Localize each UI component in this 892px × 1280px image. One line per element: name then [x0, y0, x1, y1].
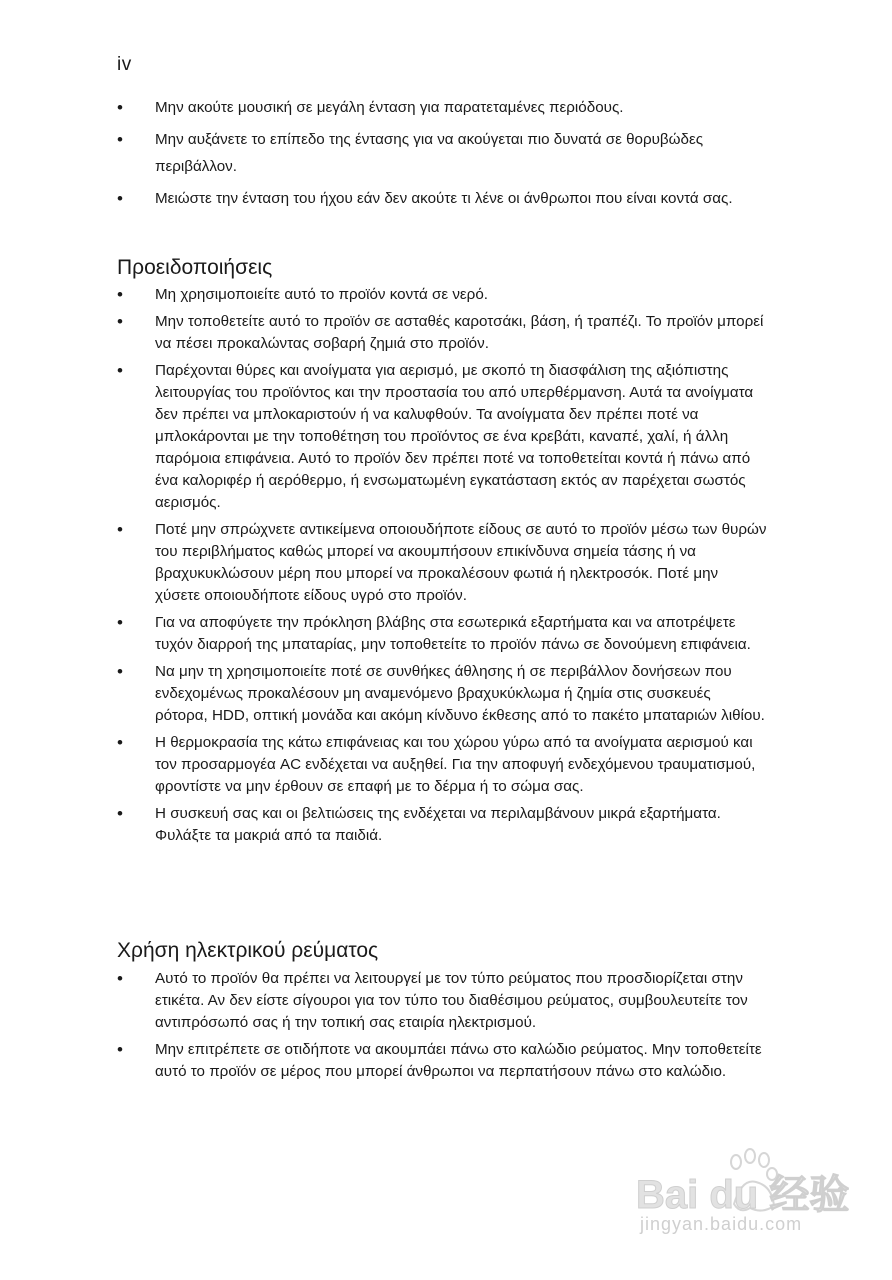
- list-item: • Μην επιτρέπετε σε οτιδήποτε να ακουμπάει πάνω στο καλώδιο ρεύματος. Μην τοποθετείτε αυτό το προϊόν σε μέρος που μπορεί άνθρωποι να περπατήσουν πάνω στο καλώδιο.: [117, 1039, 767, 1083]
- list-item: • Αυτό το προϊόν θα πρέπει να λειτουργεί με τον τύπο ρεύματος που προσδιορίζεται στην ετικέτα. Αν δεν είστε σίγουροι για τον τύπο του διαθέσιμου ρεύματος, συμβουλευτείτε τον αντιπρόσωπό σας ή την τοπική σας εταιρία ηλεκτρισμού.: [117, 968, 767, 1034]
- watermark-url: jingyan.baidu.com: [640, 1214, 803, 1234]
- list-item: • Η συσκευή σας και οι βελτιώσεις της ενδέχεται να περιλαμβάνουν μικρά εξαρτήματα. Φυλάξτε τα μακριά από τα παιδιά.: [117, 803, 767, 847]
- listening-list: [117, 94, 767, 217]
- list-item: • Να μην τη χρησιμοποιείτε ποτέ σε συνθήκες άθλησης ή σε περιβάλλον δονήσεων που ενδεχομένως προκαλέσουν μη αναμενόμενο βραχυκύκλωμα ή ζημία στις συσκευές ρότορα, HDD, οπτική μονάδα και ακόμη κίνδυνο έκθεσης από το πακέτο μπαταριών λιθίου.: [117, 661, 767, 727]
- warnings-heading: Προειδοποιήσεις: [117, 256, 273, 279]
- list-item: • Ποτέ μην σπρώχνετε αντικείμενα οποιουδήποτε είδους σε αυτό το προϊόν μέσω των θυρών του περιβλήματος καθώς μπορεί να ακουμπήσουν επικίνδυνα σημεία τάσης ή να βραχυκυκλώσουν μέρη που μπορεί να προκαλέσουν φωτιά ή ηλεκτροσόκ. Ποτέ μην χύσετε οποιουδήποτε είδους υγρό στο προϊόν.: [117, 519, 767, 607]
- list-item: • Η θερμοκρασία της κάτω επιφάνειας και του χώρου γύρω από τα ανοίγματα αερισμού και τον προσαρμογέα AC ενδέχεται να αυξηθεί. Για την αποφυγή ενδεχόμενου τραυματισμού, φροντίστε να μην έρθουν σε επαφή με το δέρμα ή το σώμα σας.: [117, 732, 767, 798]
- list-item: • Παρέχονται θύρες και ανοίγματα για αερισμό, με σκοπό τη διασφάλιση της αξιόπιστης λειτουργίας του προϊόντος και την προστασία του από υπερθέρμανση. Αυτά τα ανοίγματα δεν πρέπει να μπλοκαριστούν ή να καλυφθούν. Τα ανοίγματα δεν πρέπει ποτέ να μπλοκάρονται με την τοποθέτηση του προϊόντος σε ένα κρεβάτι, καναπέ, χαλί, ή άλλη παρόμοια επιφάνεια. Αυτό το προϊόν δεν πρέπει ποτέ να τοποθετείται κοντά ή πάνω από ένα καλοριφέρ ή αερόθερμο, ή ενσωματωμένη εγκατάσταση εκτός αν παρέχεται σωστός αερισμός.: [117, 360, 767, 514]
- page-number: iv: [117, 54, 132, 75]
- power-list: [117, 968, 767, 1088]
- watermark-brand: Bai du 经验: [636, 1173, 850, 1217]
- list-item: • Μην αυξάνετε το επίπεδο της έντασης για να ακούγεται πιο δυνατά σε θορυβώδες περιβάλλον.: [117, 126, 767, 180]
- list-item: • Μειώστε την ένταση του ήχου εάν δεν ακούτε τι λένε οι άνθρωποι που είναι κοντά σας.: [117, 185, 767, 212]
- list-item: • Μη χρησιμοποιείτε αυτό το προϊόν κοντά σε νερό.: [117, 284, 767, 306]
- power-heading: Χρήση ηλεκτρικού ρεύματος: [117, 939, 379, 962]
- warnings-list: [117, 284, 767, 852]
- list-item: • Για να αποφύγετε την πρόκληση βλάβης στα εσωτερικά εξαρτήματα και να αποτρέψετε τυχόν διαρροή της μπαταρίας, μην τοποθετείτε το προϊόν πάνω σε δονούμενη επιφάνεια.: [117, 612, 767, 656]
- list-item: • Μην ακούτε μουσική σε μεγάλη ένταση για παρατεταμένες περιόδους.: [117, 94, 767, 121]
- list-item: • Μην τοποθετείτε αυτό το προϊόν σε ασταθές καροτσάκι, βάση, ή τραπέζι. Το προϊόν μπορεί να πέσει προκαλώντας σοβαρή ζημιά στο προϊόν.: [117, 311, 767, 355]
